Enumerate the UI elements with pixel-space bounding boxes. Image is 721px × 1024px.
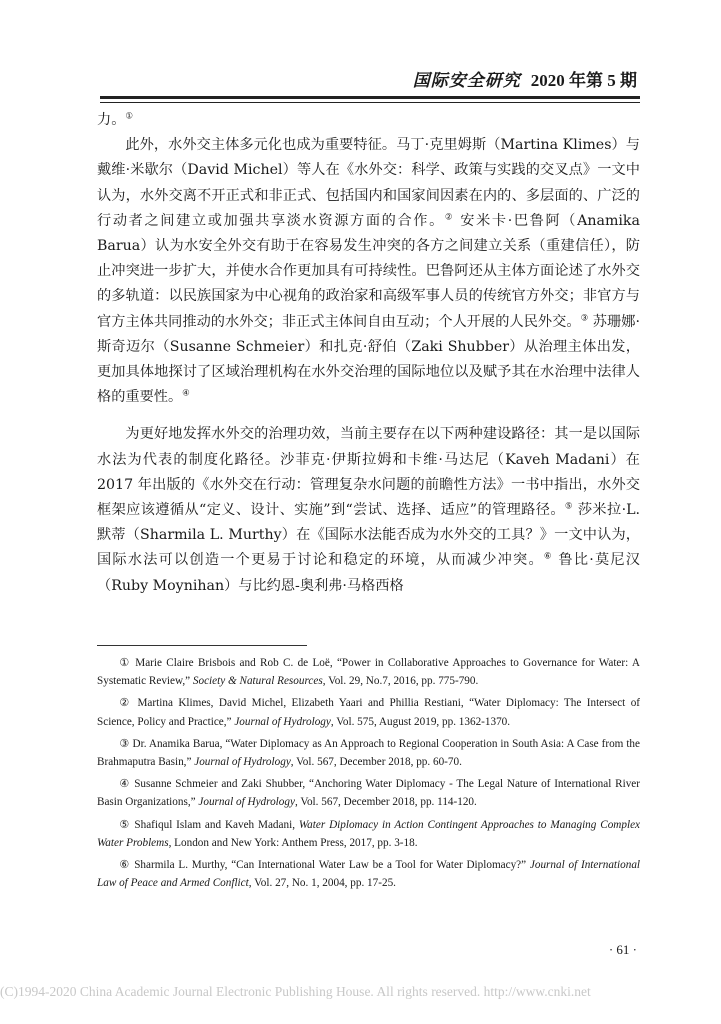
footnote-6: ⑥ Sharmila L. Murthy, “Can International Water Law be a Tool for Water Diplomacy?” Journal of International Law of Peace and Armed Conflict, Vol. 27, No. 1, 2004, pp. 17-25. xyxy=(97,859,641,890)
journal-name: 国际安全研究 xyxy=(412,71,521,91)
paragraph-continuation: 力。① xyxy=(97,111,134,128)
paragraph-paths: 为更好地发挥水外交的治理功效，当前主要存在以下两种建设路径：其一是以国际水法为代表的制度化路径。沙菲克·伊斯拉姆和卡维·马达尼（Kaveh Madani）在 2017 年出版的《水外交在行动：管理复杂水问题的前瞻性方法》一书中指出，水外交框架应该遵循从“定义、设计、实施”到“尝试、选择、适应”的管理路径。⑤ 莎米拉·L. 默蒂（Sharmila L. Murthy）在《国际水法能否成为水外交的工具？》一文中认为，国际水法可以创造一个更易于讨论和稳定的环境，从而减少冲突。⑥ 鲁比·莫尼汉（Ruby Moynihan）与比约恩-奥利弗·马格西格 xyxy=(97,426,641,594)
footnote-5: ⑤ Shafiqul Islam and Kaveh Madani, Water Diplomacy in Action Contingent Approaches to Managing Complex Water Problems, London and New York: Anthem Press, 2017, pp. 3-18. xyxy=(97,818,641,849)
header-rule xyxy=(100,96,640,103)
footnote-1: ① Marie Claire Brisbois and Rob C. de Loë, “Power in Collaborative Approaches to Governance for Water: A Systematic Review,” Society & Natural Resources, Vol. 29, No.7, 2016, pp. 775-790. xyxy=(97,657,641,688)
footnote-ref[interactable]: ⑥ xyxy=(543,551,553,562)
footnote-ref[interactable]: ③ xyxy=(580,312,589,323)
footnote-2: ② Martina Klimes, David Michel, Elizabeth Yaari and Phillia Restiani, “Water Diplomacy: The Intersect of Science, Policy and Practice,” Journal of Hydrology, Vol. 575, August 2019, pp. 1362-1370. xyxy=(97,697,641,728)
footnote-ref[interactable]: ⑤ xyxy=(564,501,573,512)
copyright-watermark: (C)1994-2020 China Academic Journal Electronic Publishing House. All rights reserved. http://www.cnki.net xyxy=(0,984,591,999)
running-header xyxy=(413,66,637,91)
footnote-ref[interactable]: ④ xyxy=(182,388,190,399)
footnote-divider xyxy=(97,645,307,646)
paragraph-actors: 此外，水外交主体多元化也成为重要特征。马丁·克里姆斯（Martina Klimes）与戴维·米歇尔（David Michel）等人在《水外交：科学、政策与实践的交叉点》一文中认为，水外交离不开正式和非正式、包括国内和国家间因素在内的、多层面的、广泛的行动者之间建立或加强共享淡水资源方面的合作。② 安米卡·巴鲁阿（Anamika Barua）认为水安全外交有助于在容易发生冲突的各方之间建立关系（重建信任），防止冲突进一步扩大，并使水合作更加具有可持续性。巴鲁阿还从主体方面论述了水外交的多轨道：以民族国家为中心视角的政治家和高级军事人员的传统官方外交；非官方与官方主体共同推动的水外交；非正式主体间自由互动；个人开展的人民外交。③ 苏珊娜·斯奇迈尔（Susanne Schmeier）和扎克·舒伯（Zaki Shubber）从治理主体出发，更加具体地探讨了区域治理机构在水外交治理的国际地位以及赋予其在水治理中法律人格的重要性。④ xyxy=(97,137,640,406)
footnotes xyxy=(97,654,640,896)
issue-label: 2020 年第 5 期 xyxy=(530,71,637,90)
footnote-ref[interactable]: ② xyxy=(444,212,455,223)
footnote-ref[interactable]: ① xyxy=(125,111,134,122)
footnote-4: ④ Susanne Schmeier and Zaki Shubber, “Anchoring Water Diplomacy - The Legal Nature of International River Basin Organizations,” Journal of Hydrology, Vol. 567, December 2018, pp. 114-120. xyxy=(97,778,640,809)
page-number: · 61 · xyxy=(608,942,637,957)
main-text xyxy=(97,108,640,599)
footnote-3: ③ Dr. Anamika Barua, “Water Diplomacy as An Approach to Regional Cooperation in South Asia: A Case from the Brahmaputra Basin,” Journal of Hydrology, Vol. 567, December 2018, pp. 60-70. xyxy=(97,737,640,769)
